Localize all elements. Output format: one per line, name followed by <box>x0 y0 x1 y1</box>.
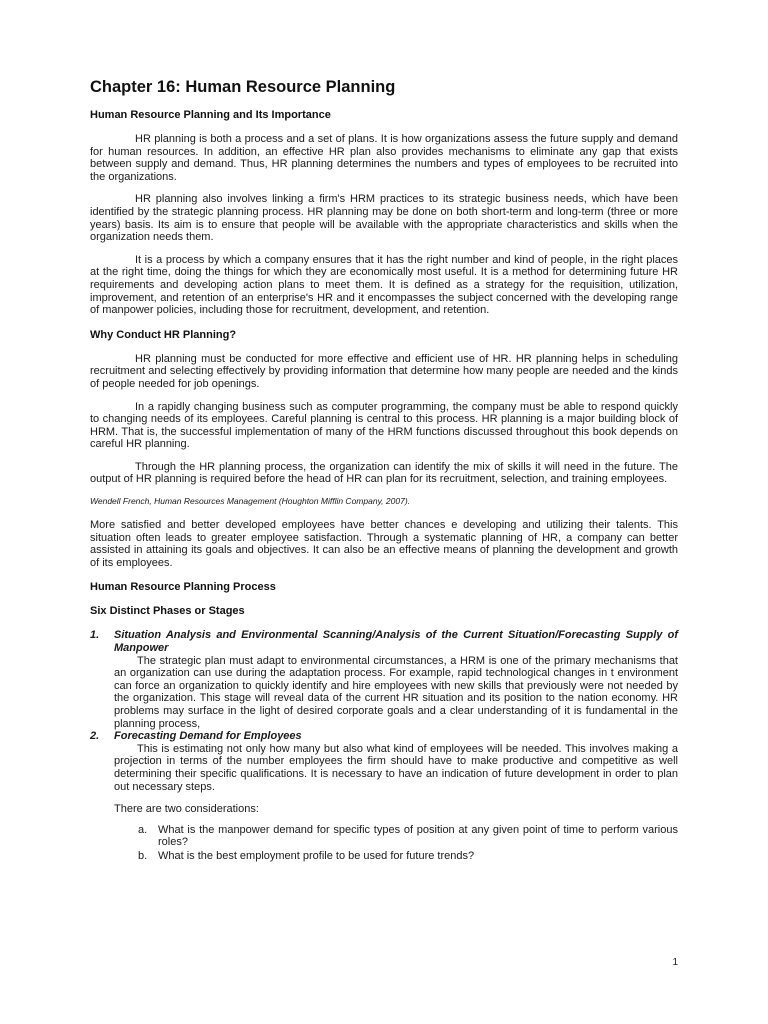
list-item <box>138 824 678 849</box>
chapter-title: Chapter 16: Human Resource Planning <box>90 78 396 96</box>
item-letter: a. <box>138 823 148 836</box>
stage-item <box>90 629 678 730</box>
paragraph: It is a process by which a company ensures that it has the right number and kind of people, in the right places at the right time, doing the things for which they are economically most useful. It is a method for determining future HR requirements and developing action plans to meet them. It is defined as a strategy for the requisition, utilization, improvement, and retention of an enterprise's HR and it encompasses the subject concerned with the developing range of manpower policies, including those for recruitment, development, and retention. <box>90 253 678 317</box>
page-number: 1 <box>672 957 678 968</box>
document-page <box>90 78 678 864</box>
stage-item <box>90 730 678 793</box>
paragraph: Through the HR planning process, the organization can identify the mix of skills it will need in the future. The output of HR planning is required before the head of HR can plan for its recruitment, selection, and training employees. <box>90 460 678 486</box>
considerations-list <box>138 824 678 863</box>
list-item <box>138 850 678 863</box>
stage-body: The strategic plan must adapt to environmental circumstances, a HRM is one of the primary mechanisms that an organization can use during the adaptation process. For example, rapid technological changes in t environment can force an organization to quickly identify and hire employees with new skills that previously were not needed by the organization. This stage will reveal data of the current HR situation and its position to the nation economy. HR problems may surface in the light of desired corporate goals and a clear understanding of it is fundamental in the planning process, <box>114 654 678 730</box>
paragraph: In a rapidly changing business such as computer programming, the company must be able to respond quickly to changing needs of its employees. Careful planning is central to this process. HR planning is a major building block of HRM. That is, the successful implementation of many of the HRM functions discussed throughout this book depends on careful HR planning. <box>90 400 678 451</box>
item-text: What is the manpower demand for specific types of position at any given point of time to perform various roles? <box>158 823 678 849</box>
considerations-intro: There are two considerations: <box>114 803 259 816</box>
paragraph: HR planning must be conducted for more effective and efficient use of HR. HR planning helps in scheduling recruitment and selecting effectively by providing information that determine how many people are needed and the kinds of people needed for job openings. <box>90 352 678 390</box>
section-heading-importance: Human Resource Planning and Its Importance <box>90 109 331 121</box>
paragraph: HR planning also involves linking a firm's HRM practices to its strategic business needs, which have been identified by the strategic planning process. HR planning may be done on both short-term and long-term (three or more years) basis. Its aim is to ensure that people will be available with the appropriate characteristics and skills when the organization needs them. <box>90 193 678 244</box>
stage-title: Situation Analysis and Environmental Scanning/Analysis of the Current Situation/Forecasting Supply of Manpower <box>114 629 678 655</box>
item-text: What is the best employment profile to be used for future trends? <box>158 849 475 862</box>
stages-list <box>90 629 678 793</box>
section-heading-why: Why Conduct HR Planning? <box>90 328 237 341</box>
item-letter: b. <box>138 849 148 862</box>
stage-number: 1. <box>90 629 100 642</box>
section-heading-process: Human Resource Planning Process <box>90 581 276 594</box>
paragraph: More satisfied and better developed employees have better chances e developing and utilizing their talents. This situation often leads to greater employee satisfaction. Through a systematic planning of HR, a company can better assisted in attaining its goals and objectives. It can also be an effective means of planning the development and growth of its employees. <box>90 519 678 569</box>
paragraph: HR planning is both a process and a set of plans. It is how organizations assess the future supply and demand for human resources. In addition, an effective HR plan also provides mechanisms to eliminate any gap that exists between supply and demand. Thus, HR planning determines the numbers and types of employees to be recruited into the organizations. <box>90 133 678 183</box>
citation: Wendell French, Human Resources Management (Houghton Mifflin Company, 2007). <box>90 496 411 507</box>
subheading-phases: Six Distinct Phases or Stages <box>90 605 245 618</box>
stage-number: 2. <box>90 730 100 743</box>
stage-title: Forecasting Demand for Employees <box>114 730 302 743</box>
stage-body: This is estimating not only how many but also what kind of employees will be needed. This involves making a projection in terms of the number employees the firm should have to make productive and competitive as well determining their specific qualifications. It is necessary to have an indication of future development in order to plan out necessary steps. <box>114 742 678 793</box>
